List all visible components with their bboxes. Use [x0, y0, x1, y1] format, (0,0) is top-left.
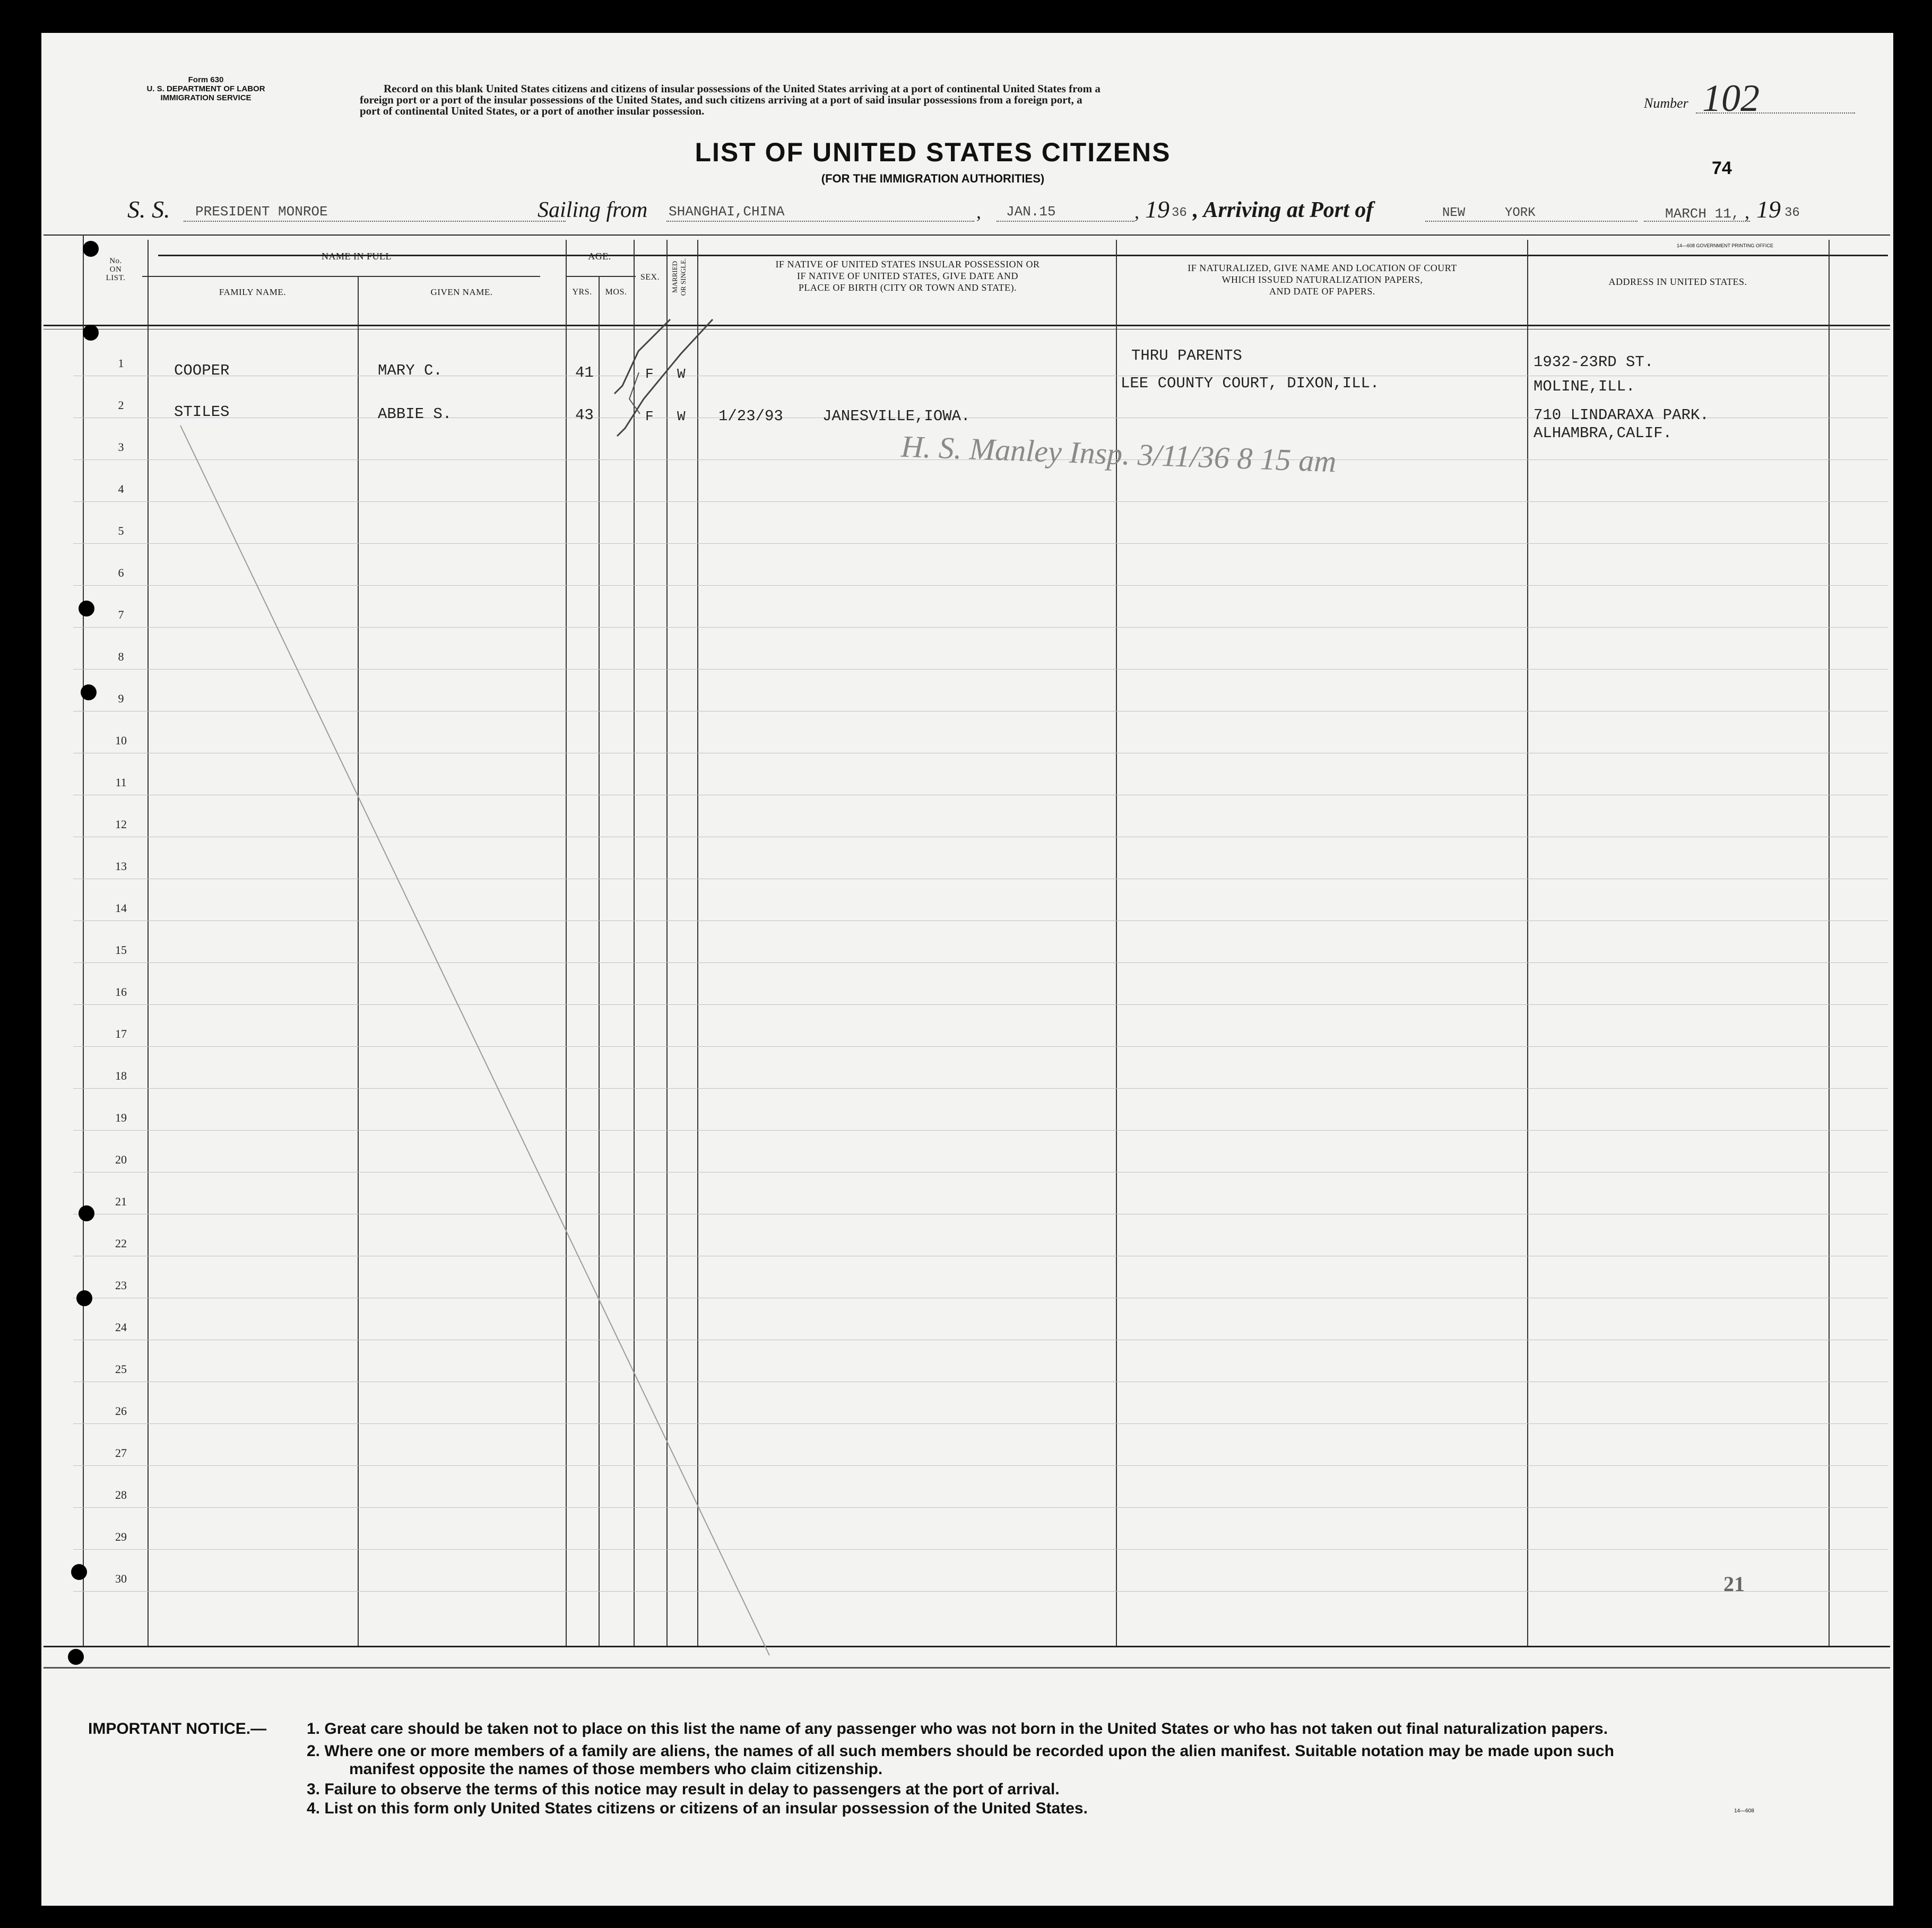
binder-hole	[81, 684, 97, 700]
arrival-port-a: NEW	[1442, 206, 1466, 220]
arrival-year-prefix: 19	[1756, 196, 1781, 223]
year-prefix: 19	[1145, 196, 1169, 223]
col-header-line: AND DATE OF PAPERS.	[1269, 286, 1375, 297]
comma: ,	[1134, 201, 1139, 222]
row-number: 12	[115, 818, 127, 831]
ship-label: S. S.	[127, 196, 170, 223]
col-header-address: ADDRESS IN UNITED STATES.	[1608, 276, 1747, 287]
row-number: 1	[118, 357, 124, 370]
row-number: 10	[115, 734, 127, 747]
row-number: 6	[118, 566, 124, 579]
notice-item-2: 2. Where one or more members of a family are aliens, the names of all such members should be recorded upon the alien manifest. Suitable notation may be made upon such	[307, 1742, 1614, 1760]
arrival-date: MARCH 11,	[1665, 206, 1740, 222]
col-header-family-name: FAMILY NAME.	[219, 287, 287, 297]
row-number: 13	[115, 859, 127, 873]
arrival-port-b: YORK	[1505, 206, 1536, 220]
row-number: 23	[115, 1279, 127, 1292]
record-1-naturalization-line1: THRU PARENTS	[1131, 347, 1242, 364]
binder-hole	[71, 1564, 87, 1580]
arrival-year: 36	[1784, 206, 1800, 220]
ship-name: PRESIDENT MONROE	[195, 204, 328, 220]
row-number: 21	[115, 1195, 127, 1208]
row-number: 4	[118, 482, 124, 496]
instruction-line: foreign port or a port of the insular possessions of the United States, and such citizens arriving at a port of said insular possessions from a foreign port, a	[360, 93, 1082, 106]
check-mark	[617, 319, 713, 436]
col-header-line: ON	[109, 265, 122, 274]
record-1-sex: F	[645, 366, 654, 382]
record-1-marital: W	[677, 366, 686, 382]
form-number: Form 630	[188, 75, 224, 84]
row-number: 24	[115, 1321, 127, 1334]
col-header-yrs: YRS.	[572, 288, 592, 297]
notice-heading: IMPORTANT NOTICE.—	[88, 1720, 267, 1738]
col-header-name-in-full: NAME IN FULL	[322, 251, 392, 262]
record-1-family-name: COOPER	[174, 362, 230, 379]
col-header-line: IF NATIVE OF UNITED STATES, GIVE DATE AND	[796, 271, 1019, 281]
pencil-marks	[41, 33, 1893, 1906]
record-1-address-line2: MOLINE,ILL.	[1534, 378, 1635, 395]
record-2-address-line2: ALHAMBRA,CALIF.	[1534, 424, 1673, 442]
col-header-line: PLACE OF BIRTH (CITY OR TOWN AND STATE).	[798, 282, 1017, 293]
notice-item-2-cont: manifest opposite the names of those members who claim citizenship.	[349, 1760, 883, 1778]
col-header-line: LIST.	[106, 274, 126, 282]
row-number: 5	[118, 524, 124, 537]
record-2-birth-place: JANESVILLE,IOWA.	[822, 407, 971, 425]
binder-hole	[79, 1205, 94, 1221]
page-subtitle: (FOR THE IMMIGRATION AUTHORITIES)	[821, 172, 1045, 185]
sail-year: 36	[1172, 206, 1187, 220]
record-1-address-line1: 1932-23RD ST.	[1534, 353, 1654, 371]
record-1-given-name: MARY C.	[378, 362, 443, 379]
row-number: 7	[118, 608, 124, 621]
page-title: LIST OF UNITED STATES CITIZENS	[695, 137, 1171, 167]
binder-hole	[83, 325, 99, 341]
service-name: IMMIGRATION SERVICE	[160, 93, 252, 102]
col-header-mos: MOS.	[605, 288, 627, 297]
col-header-line: OR SINGLE.	[679, 258, 687, 296]
record-2-family-name: STILES	[174, 403, 230, 421]
record-2-given-name: ABBIE S.	[378, 405, 452, 423]
inspector-signature: H. S. Manley Insp. 3/11/36 8 15 am	[900, 429, 1337, 479]
footer-mark: 14—608	[1734, 1808, 1754, 1814]
number-value: 102	[1702, 77, 1760, 119]
check-mark	[614, 319, 670, 394]
col-header-line: WHICH ISSUED NATURALIZATION PAPERS,	[1221, 274, 1423, 285]
row-number: 28	[115, 1488, 127, 1501]
row-number: 25	[115, 1362, 127, 1376]
arriving-label: , Arriving at Port of	[1193, 198, 1374, 222]
row-number: 22	[115, 1237, 127, 1250]
row-number: 27	[115, 1446, 127, 1460]
binder-hole	[68, 1649, 84, 1665]
col-header-line: IF NATIVE OF UNITED STATES INSULAR POSSESSION OR	[775, 259, 1040, 270]
notice-item-4: 4. List on this form only United States citizens or citizens of an insular possession of the United States.	[307, 1800, 1088, 1817]
row-number: 20	[115, 1153, 127, 1166]
row-number: 19	[115, 1111, 127, 1124]
form-sheet	[41, 33, 1893, 1906]
row-number: 18	[115, 1069, 127, 1082]
row-number: 14	[115, 901, 127, 915]
department-name: U. S. DEPARTMENT OF LABOR	[146, 84, 265, 93]
void-line	[180, 425, 769, 1655]
sailing-label: Sailing from	[538, 198, 648, 222]
printer-mark: 14—608 GOVERNMENT PRINTING OFFICE	[1677, 243, 1773, 248]
record-2-sex: F	[645, 409, 654, 424]
sail-date: JAN.15	[1006, 204, 1056, 220]
row-number: 16	[115, 985, 127, 998]
notice-item-1: 1. Great care should be taken not to place on this list the name of any passenger who was not born in the United States or who has not taken out final naturalization papers.	[307, 1720, 1608, 1738]
row-number: 2	[118, 398, 124, 412]
col-header-sex: SEX.	[640, 273, 660, 282]
row-number: 17	[115, 1027, 127, 1040]
row-number: 26	[115, 1404, 127, 1418]
row-number: 3	[118, 440, 124, 454]
row-number: 29	[115, 1530, 127, 1543]
row-number: 30	[115, 1572, 127, 1585]
page-mark: 74	[1712, 158, 1732, 178]
row-number: 8	[118, 650, 124, 663]
record-2-address-line1: 710 LINDARAXA PARK.	[1534, 406, 1709, 424]
col-header-line: IF NATURALIZED, GIVE NAME AND LOCATION OF COURT	[1188, 263, 1457, 273]
notice-item-3: 3. Failure to observe the terms of this notice may result in delay to passengers at the port of arrival.	[307, 1781, 1060, 1798]
notice-top-rule	[44, 1667, 1890, 1669]
sailing-from: SHANGHAI,CHINA	[669, 204, 785, 220]
stamp-number: 21	[1723, 1572, 1745, 1596]
col-header-age: AGE.	[588, 251, 611, 262]
binder-hole	[83, 241, 99, 257]
record-2-birth-date: 1/23/93	[718, 407, 783, 425]
col-header-line: No.	[109, 257, 122, 265]
comma: ,	[976, 201, 981, 222]
record-1-naturalization-line2: LEE COUNTY COURT, DIXON,ILL.	[1121, 375, 1380, 392]
binder-hole	[79, 601, 94, 616]
comma: ,	[1745, 201, 1749, 222]
record-1-yrs: 41	[575, 364, 594, 381]
binder-hole	[76, 1290, 92, 1306]
instruction-line: port of continental United States, or a port of another insular possession.	[360, 105, 705, 117]
col-header-line: MARRIED	[671, 261, 679, 293]
row-number: 9	[118, 692, 124, 705]
record-2-marital: W	[677, 409, 686, 424]
instruction-line: Record on this blank United States citizens and citizens of insular possessions of the United States arriving at a port of continental United States from a	[384, 82, 1101, 95]
row-number: 11	[115, 776, 127, 789]
col-header-given-name: GIVEN NAME.	[430, 287, 493, 297]
record-2-yrs: 43	[575, 406, 594, 424]
number-label: Number	[1644, 95, 1688, 111]
row-number: 15	[115, 943, 127, 957]
